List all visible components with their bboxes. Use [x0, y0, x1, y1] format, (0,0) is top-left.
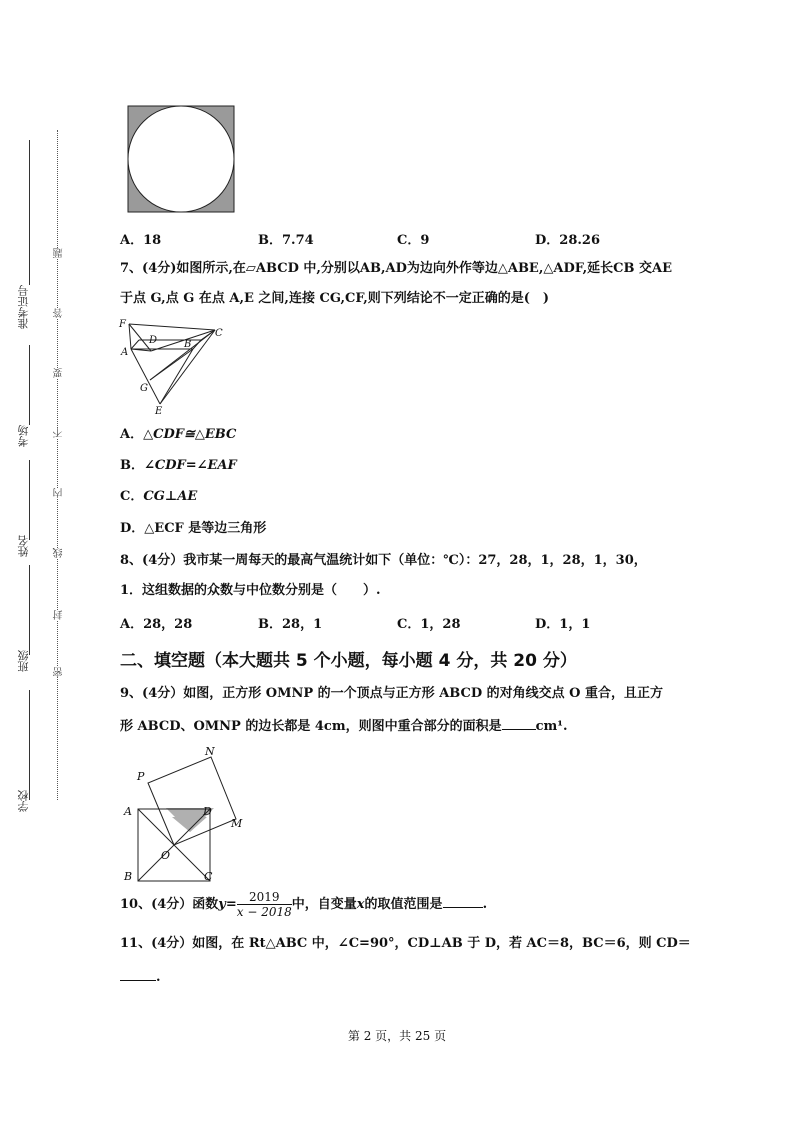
label-c: C — [215, 328, 223, 339]
q9-unit: cm¹. — [535, 719, 568, 734]
fraction-denominator: x − 2018 — [236, 905, 292, 919]
option-text: ∠CDF=∠EAF — [144, 458, 237, 473]
answer-blank[interactable] — [502, 717, 536, 730]
q7-option-c[interactable] — [120, 488, 197, 506]
option-value: 28，28 — [143, 617, 193, 632]
option-value: 18 — [143, 233, 162, 248]
label-a: A — [121, 347, 129, 358]
field-line-school — [29, 690, 30, 800]
answer-blank[interactable] — [120, 968, 156, 981]
field-line-class — [29, 565, 30, 655]
option-letter: D． — [535, 233, 560, 248]
seal-char: 内 — [54, 488, 65, 498]
option-text: △CDF≅△EBC — [143, 427, 237, 442]
option-letter: C． — [120, 489, 144, 504]
figure-parallelogram-triangles — [118, 316, 226, 418]
q10-var: x — [356, 897, 365, 912]
label-n: N — [205, 745, 215, 758]
option-letter: A． — [120, 427, 144, 442]
section-title: 二、填空题（本大题共 5 个小题，每小题 4 分，共 20 分） — [120, 651, 577, 671]
q10-text: 10、(4分）函数 — [120, 897, 219, 912]
fraction-numerator: 2019 — [237, 890, 292, 905]
option-value: 28.26 — [559, 233, 600, 248]
fraction — [237, 890, 292, 919]
q8-option-d[interactable] — [535, 613, 590, 632]
field-label-class: 班级 — [17, 650, 30, 672]
field-line-id — [29, 140, 30, 285]
seal-char: 答 — [54, 308, 65, 318]
label-g: G — [140, 383, 148, 394]
option-letter: D． — [120, 521, 145, 536]
question-7-line2: 于点 G,点 G 在点 A,E 之间,连接 CG,CF,则下列结论不一定正确的是( ) — [120, 291, 550, 306]
option-value: 1，28 — [420, 617, 461, 632]
question-7-line1: 7、(4分)如图所示,在▱ABCD 中,分别以AB,AD为边向外作等边△ABE,△ADF,延长CB 交AE — [120, 261, 673, 276]
option-letter: A． — [120, 617, 144, 632]
seal-char: 封 — [54, 610, 65, 620]
q10-text: 中，自变量 — [291, 897, 357, 912]
label-d: D — [149, 335, 158, 346]
answer-blank[interactable] — [443, 895, 483, 908]
label-d: D — [203, 805, 212, 818]
q10-eq: = — [225, 897, 237, 912]
seal-char: 题 — [54, 248, 65, 258]
option-c[interactable] — [397, 229, 429, 248]
q7-option-b[interactable] — [120, 457, 237, 475]
q10-text: 的取值范围是 — [364, 897, 443, 912]
seal-dotted-line — [57, 130, 58, 800]
question-8-line2: 1．这组数据的众数与中位数分别是（ ）. — [120, 583, 381, 598]
label-f: F — [119, 319, 126, 330]
field-label-name: 姓名 — [17, 535, 30, 557]
seal-char: 密 — [54, 667, 65, 677]
field-label-school: 学校 — [17, 790, 30, 812]
q10-end: . — [482, 897, 488, 912]
label-c: C — [204, 870, 213, 883]
label-a: A — [124, 805, 132, 818]
question-11-line1: 11、(4分）如图，在 Rt△ABC 中，∠C=90°，CD⊥AB 于 D，若 AC＝8，BC＝6，则 CD＝ — [120, 936, 691, 951]
label-b: B — [124, 870, 133, 883]
q8-option-a[interactable] — [120, 613, 192, 632]
question-10 — [120, 888, 487, 922]
q8-option-c[interactable] — [397, 613, 461, 632]
figure-circle-in-square — [127, 105, 237, 215]
option-text: △ECF 是等边三角形 — [144, 521, 267, 536]
option-a[interactable] — [120, 229, 161, 248]
label-e: E — [155, 406, 163, 417]
option-letter: C． — [397, 233, 421, 248]
option-d[interactable] — [535, 229, 600, 248]
option-value: 7.74 — [282, 233, 314, 248]
field-label-room: 考场 — [17, 425, 30, 447]
q8-option-b[interactable] — [258, 613, 322, 632]
seal-char: 不 — [54, 428, 65, 438]
option-letter: B． — [258, 233, 282, 248]
q11-end: . — [156, 970, 161, 985]
field-line-room — [29, 345, 30, 425]
option-letter: C． — [397, 617, 421, 632]
question-9-line1: 9、(4分）如图，正方形 OMNP 的一个顶点与正方形 ABCD 的对角线交点 O 重合，且正方 — [120, 686, 664, 701]
option-letter: B． — [258, 617, 282, 632]
question-11-line2 — [120, 968, 161, 987]
option-letter: A． — [120, 233, 144, 248]
option-text: CG⊥AE — [143, 489, 198, 504]
option-b[interactable] — [258, 229, 314, 248]
label-b: B — [184, 339, 192, 350]
field-label-id: 准考证号 — [17, 285, 30, 329]
option-value: 9 — [420, 233, 430, 248]
q7-option-a[interactable] — [120, 426, 236, 444]
q7-option-d[interactable] — [120, 520, 266, 538]
option-value: 1，1 — [559, 617, 591, 632]
question-8-line1: 8、(4分）我市某一周每天的最高气温统计如下（单位：℃）：27，28，1，28，1，30， — [120, 553, 647, 568]
page-footer: 第 2 页，共 25 页 — [347, 1029, 447, 1043]
label-m: M — [231, 817, 243, 830]
figure-overlapping-squares — [118, 742, 258, 884]
label-p: P — [137, 770, 145, 783]
label-o: O — [161, 849, 171, 862]
q10-var: y — [218, 897, 226, 912]
option-letter: D． — [535, 617, 560, 632]
option-letter: B． — [120, 458, 144, 473]
question-9-line2 — [120, 717, 568, 736]
q9-text: 形 ABCD、OMNP 的边长都是 4cm，则图中重合部分的面积是 — [120, 719, 502, 734]
seal-char: 要 — [54, 368, 65, 378]
field-line-name — [29, 460, 30, 540]
seal-char: 线 — [54, 548, 65, 558]
option-value: 28，1 — [282, 617, 323, 632]
